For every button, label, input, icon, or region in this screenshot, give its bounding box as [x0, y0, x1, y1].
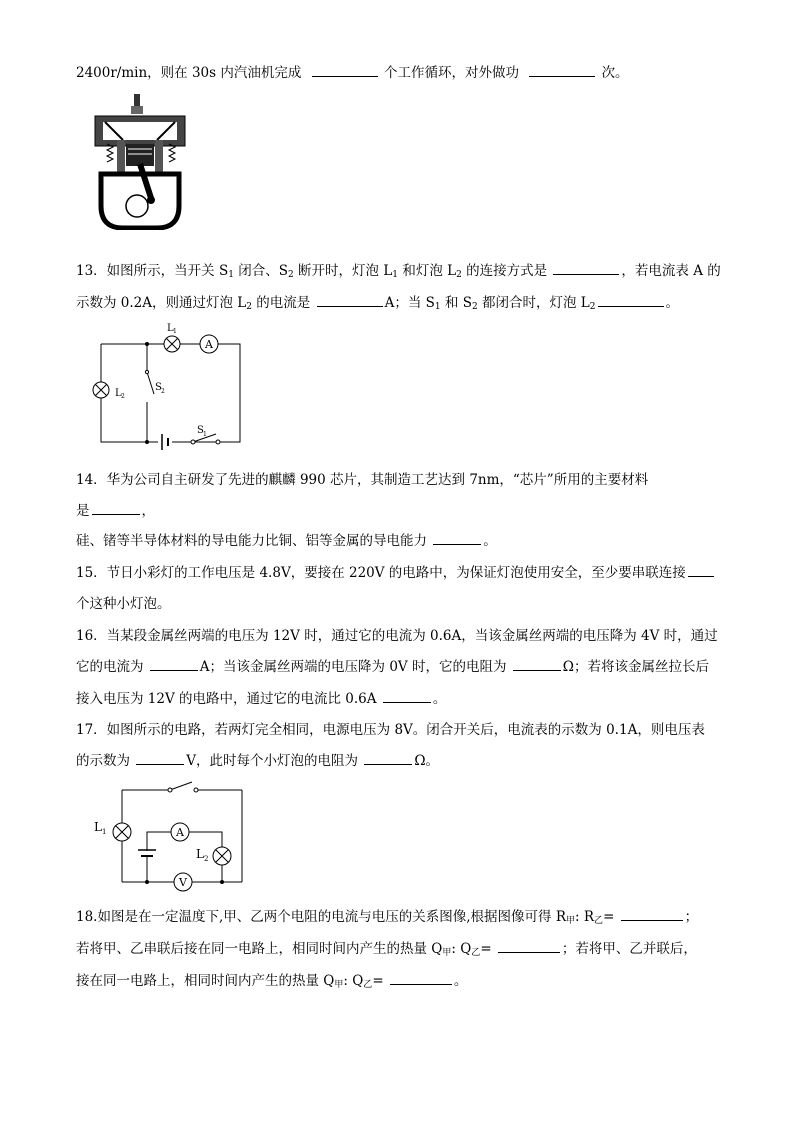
q18-sub: 乙 — [594, 916, 604, 926]
switch-s1-contact — [191, 440, 195, 444]
q13-text: 都闭合时，灯泡 L — [477, 295, 590, 311]
q15-text: 个这种小灯泡。 — [76, 596, 171, 612]
q18-blank-ratio-parallel[interactable] — [390, 970, 452, 985]
q12-text-b: 个工作循环，对外做功 — [383, 65, 519, 81]
q13-line-2 — [76, 292, 679, 317]
q16-text: 16．当某段金属丝两端的电压为 12V 时，通过它的电流为 0.6A，当该金属丝两端的电压降为 4V 时，通过 — [76, 628, 718, 644]
label-l2-sub: 2 — [121, 393, 125, 400]
q16-text: 。 — [432, 691, 447, 707]
q18-text: 接在同一电路上，相同时间内产生的热量 Q — [76, 973, 335, 989]
q16-line-2 — [76, 656, 709, 677]
q12-text-c: 次。 — [601, 65, 629, 81]
junction-br — [220, 880, 224, 884]
q18-sub: 乙 — [471, 948, 481, 958]
spark-plug — [134, 94, 140, 108]
crank-pin — [147, 196, 155, 204]
q18-text: ；若将甲、乙并联后， — [561, 941, 697, 957]
q13-blank-current[interactable] — [317, 292, 383, 307]
q16-blank-current[interactable] — [150, 656, 198, 671]
q18-text: ； — [684, 909, 699, 925]
gap — [173, 436, 191, 446]
q18-line-1 — [76, 906, 698, 931]
switch-s2-blade — [147, 372, 154, 394]
q14-line-1 — [76, 470, 648, 490]
q15-blank-count[interactable] — [688, 562, 714, 577]
label-s2: S — [155, 382, 162, 393]
q18-line-2 — [76, 938, 697, 963]
label-s2-sub: 2 — [161, 388, 165, 395]
q18-text: : Q — [343, 973, 364, 989]
label-l1-sub: 1 — [102, 828, 107, 836]
q14-text: ， — [141, 503, 155, 519]
q18-text: = — [480, 941, 492, 957]
engine-figure — [93, 94, 188, 230]
q16-line-1 — [76, 626, 718, 646]
q18-blank-ratio-series[interactable] — [498, 938, 560, 953]
q18-text: : R — [575, 909, 595, 925]
label-l2: L — [196, 847, 204, 861]
q13-sub: 1 — [228, 270, 234, 280]
q15-line-2 — [76, 594, 171, 614]
q13-text: 断开时，灯泡 L — [293, 263, 393, 279]
q13-text: 。 — [665, 295, 680, 311]
junction-top — [145, 342, 149, 346]
q13-text: 和 S — [440, 295, 472, 311]
label-s1: S — [197, 425, 204, 436]
q13-circuit — [88, 318, 248, 450]
q12-text-a: 2400r/min，则在 30s 内汽油机完成 — [76, 65, 302, 81]
q16-text: 它的电流为 — [76, 659, 144, 675]
q17-text: 的示数为 — [76, 753, 130, 769]
q14-line-2 — [76, 500, 155, 521]
q14-line-3 — [76, 530, 497, 551]
q13-blank-connection[interactable] — [553, 260, 619, 275]
label-l1: L — [167, 323, 174, 334]
q14-text: 硅、锗等半导体材料的导电能力比铜、铝等金属的导电能力 — [76, 533, 427, 549]
q13-text: 闭合、S — [233, 263, 288, 279]
battery-gap — [142, 851, 152, 855]
q14-text: 14．华为公司自主研发了先进的麒麟 990 芯片，其制造工艺达到 7nm，“芯片”所用的主要材料 — [76, 472, 649, 488]
q17-line-2 — [76, 750, 439, 771]
q18-text: 。 — [453, 973, 468, 989]
q18-sub: 甲 — [442, 948, 452, 958]
q13-text: 13．如图所示，当开关 S — [76, 263, 229, 279]
switch-blade — [170, 782, 192, 790]
q16-line-3 — [76, 688, 446, 709]
label-l2: L — [115, 388, 122, 399]
q14-blank-material[interactable] — [92, 500, 140, 515]
label-l2-sub: 2 — [204, 855, 209, 863]
q18-sub: 甲 — [566, 916, 576, 926]
switch-s1-contact2 — [216, 440, 220, 444]
label-l1: L — [94, 820, 102, 834]
switch-contact — [168, 788, 172, 792]
spring-right — [169, 144, 175, 162]
q16-text: Ω；若将该金属丝拉长后 — [562, 659, 709, 675]
q13-sub: 1 — [434, 302, 441, 312]
switch-s2-contact — [145, 370, 148, 373]
q15-line-1 — [76, 562, 716, 583]
q13-sub: 2 — [589, 302, 596, 312]
spark-plug-base — [131, 106, 143, 114]
switch-contact2 — [194, 788, 198, 792]
q16-blank-compare[interactable] — [383, 688, 431, 703]
q13-text: ，若电流表 A 的 — [621, 263, 721, 279]
q18-line-3 — [76, 970, 467, 995]
label-s1-sub: 1 — [203, 431, 207, 438]
q17-text: Ω。 — [414, 753, 440, 769]
q16-text: 接入电压为 12V 的电路中，通过它的电流比 0.6A — [76, 691, 377, 707]
q18-blank-ratio-r[interactable] — [621, 906, 683, 921]
q13-text: 的连接方式是 — [461, 263, 548, 279]
ammeter-label: A — [176, 826, 184, 839]
q12-blank-cycles[interactable] — [312, 62, 378, 77]
q12-line — [76, 62, 629, 83]
junction-bl — [145, 880, 149, 884]
q13-sub: 1 — [392, 270, 399, 280]
q17-text: 17．如图所示的电路，若两灯完全相同，电源电压为 8V。闭合开关后，电流表的示数为 0.1A，则电压表 — [76, 722, 705, 738]
q17-blank-resistance[interactable] — [364, 750, 412, 765]
spring-left — [107, 144, 113, 162]
q13-sub: 2 — [471, 302, 478, 312]
wire-left-bottom — [101, 344, 158, 442]
piston — [126, 144, 154, 166]
q17-text: V，此时每个小灯泡的电阻为 — [186, 753, 359, 769]
ammeter-label: A — [205, 338, 213, 351]
q14-blank-conductivity[interactable] — [433, 530, 481, 545]
q13-text: 的电流是 — [252, 295, 311, 311]
q13-text: A；当 S — [384, 295, 435, 311]
q18-text: 18.如图是在一定温度下,甲、乙两个电阻的电流与电压的关系图像,根据图像可得 R — [76, 909, 567, 925]
q18-text: : Q — [451, 941, 472, 957]
label-l1-sub: 1 — [173, 328, 177, 335]
q13-text: 示数为 0.2A，则通过灯泡 L — [76, 295, 247, 311]
q16-blank-resistance[interactable] — [513, 656, 561, 671]
q13-blank-l2-state[interactable] — [598, 292, 664, 307]
q16-text: A；当该金属丝两端的电压降为 0V 时，它的电阻为 — [199, 659, 507, 675]
q15-text: 15．节日小彩灯的工作电压是 4.8V，要接在 220V 的电路中，为保证灯泡使用安全，至少要串联连接 — [76, 565, 686, 581]
q17-line-1 — [76, 720, 705, 740]
q13-line-1 — [76, 260, 721, 285]
junction-bottom — [145, 440, 149, 444]
q18-sub: 乙 — [363, 980, 373, 990]
q13-sub: 2 — [246, 302, 253, 312]
q14-text: 是 — [76, 503, 90, 519]
voltmeter-label: V — [179, 876, 187, 889]
q18-text: = — [603, 909, 615, 925]
q17-circuit — [92, 778, 252, 896]
q13-sub: 2 — [288, 270, 294, 280]
q14-text: 。 — [483, 533, 497, 549]
q13-text: 和灯泡 L — [398, 263, 457, 279]
q18-sub: 甲 — [334, 980, 344, 990]
crankshaft — [126, 195, 148, 217]
q18-text: = — [372, 973, 384, 989]
q13-sub: 2 — [456, 270, 462, 280]
q17-blank-voltage[interactable] — [136, 750, 184, 765]
q12-blank-work[interactable] — [529, 62, 595, 77]
q18-text: 若将甲、乙串联后接在同一电路上，相同时间内产生的热量 Q — [76, 941, 443, 957]
